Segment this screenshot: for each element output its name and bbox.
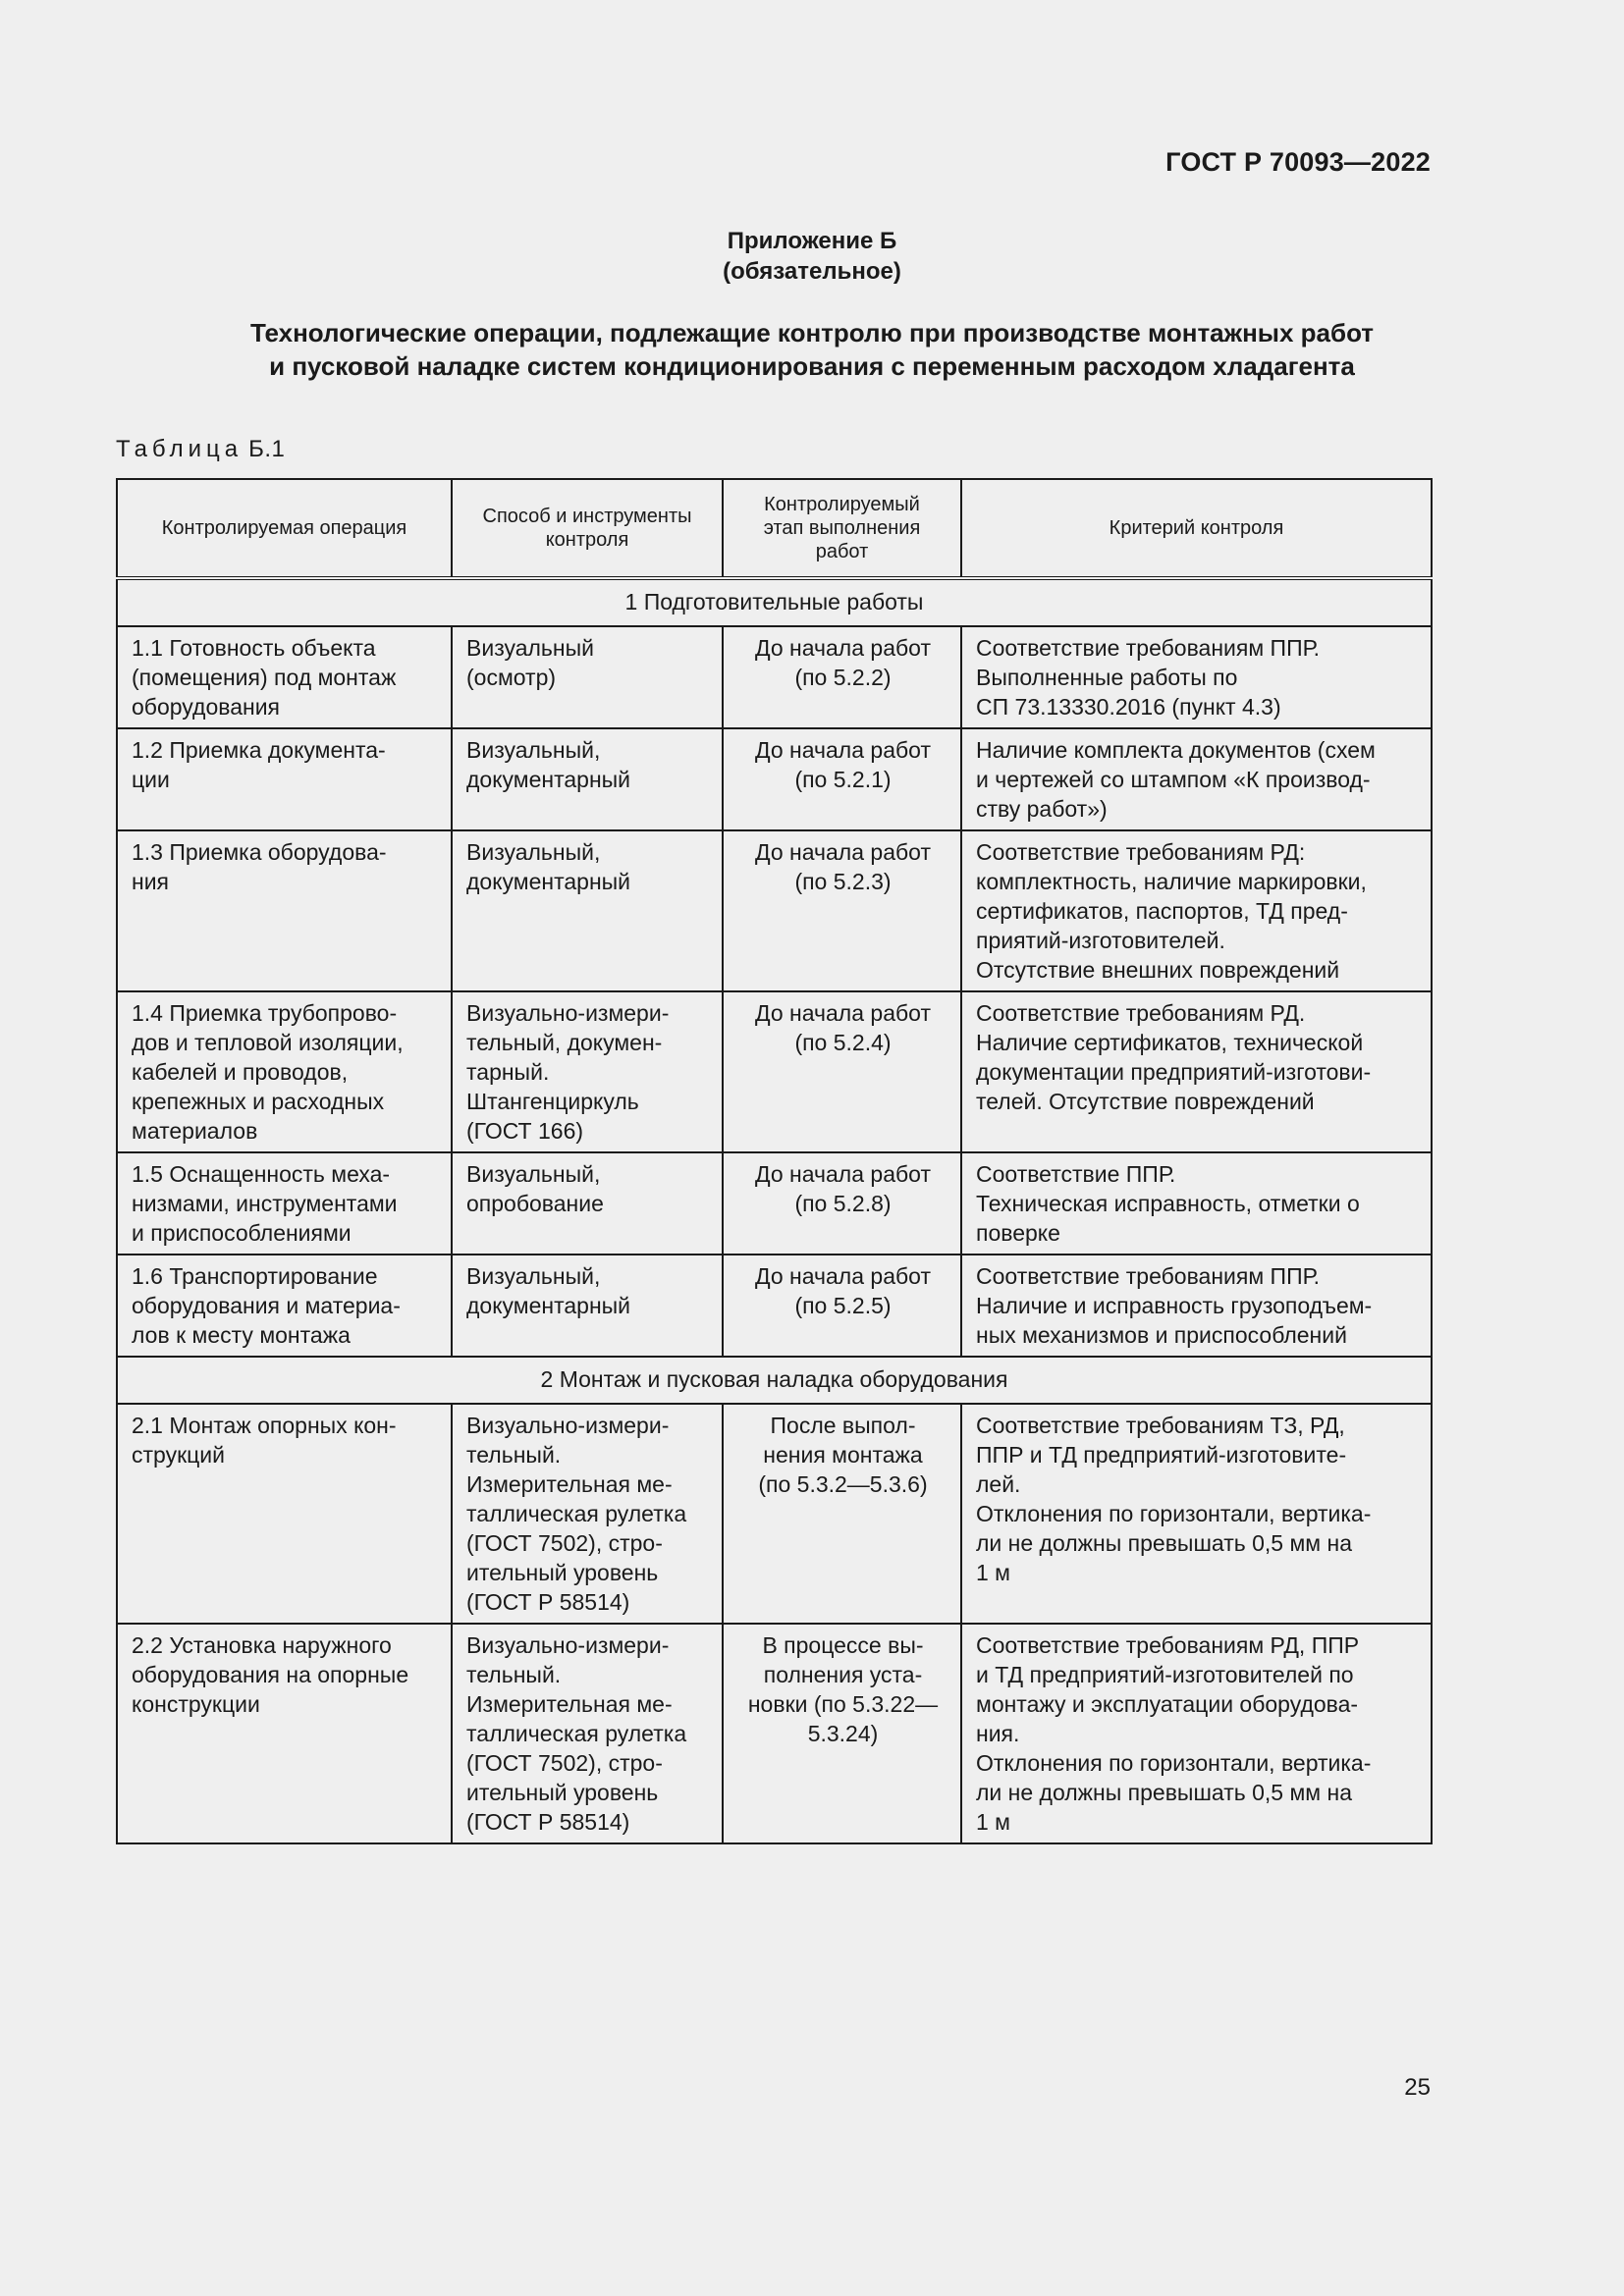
method-cell-line: документарный xyxy=(466,1293,631,1318)
operation-cell-line: ния xyxy=(132,869,170,894)
method-cell-line: тарный. xyxy=(466,1059,550,1085)
criterion-cell-line: Наличие сертификатов, технической xyxy=(976,1030,1364,1055)
stage-cell-line: (по 5.2.5) xyxy=(794,1293,892,1318)
method-cell-line: Измерительная ме- xyxy=(466,1471,673,1497)
criterion-cell xyxy=(961,1255,1432,1357)
method-cell-line: документарный xyxy=(466,869,631,894)
criterion-cell xyxy=(961,626,1432,728)
header-method-line: Способ и инструменты xyxy=(482,506,692,527)
operation-cell xyxy=(117,991,452,1152)
operation-cell-line: кабелей и проводов, xyxy=(132,1059,349,1085)
method-cell-line: тельный, докумен- xyxy=(466,1030,663,1055)
operation-cell-line: дов и тепловой изоляции, xyxy=(132,1030,404,1055)
criterion-cell-line: Соответствие требованиям РД, ППР xyxy=(976,1632,1360,1658)
method-cell-line: Визуальный xyxy=(466,635,594,661)
header-operation: Контролируемая операция xyxy=(117,479,452,578)
method-cell-line: ительный уровень xyxy=(466,1560,659,1585)
criterion-cell xyxy=(961,1624,1432,1843)
criterion-cell-line: ству работ») xyxy=(976,796,1108,822)
stage-cell xyxy=(723,1624,961,1843)
criterion-cell-line: Техническая исправность, отметки о xyxy=(976,1191,1360,1216)
method-cell-line: (ГОСТ Р 58514) xyxy=(466,1589,630,1615)
method-cell-line: Визуально-измери- xyxy=(466,1632,670,1658)
operation-cell-line: 1.4 Приемка трубопрово- xyxy=(132,1000,398,1026)
method-cell xyxy=(452,1152,723,1255)
criterion-cell xyxy=(961,1152,1432,1255)
criterion-cell-line: Отклонения по горизонтали, вертика- xyxy=(976,1750,1372,1776)
section-title: 2 Монтаж и пусковая наладка оборудования xyxy=(117,1357,1432,1404)
stage-cell-line: (по 5.2.8) xyxy=(794,1191,892,1216)
operation-cell xyxy=(117,830,452,991)
method-cell-line: ительный уровень xyxy=(466,1780,659,1805)
criterion-cell-line: Соответствие требованиям ППР. xyxy=(976,635,1320,661)
table-caption xyxy=(116,436,285,463)
method-cell xyxy=(452,626,723,728)
stage-cell-line: (по 5.2.1) xyxy=(794,767,892,792)
method-cell-line: Визуальный, xyxy=(466,839,601,865)
control-table xyxy=(116,478,1433,1844)
operation-cell-line: оборудования и материа- xyxy=(132,1293,401,1318)
stage-cell-line: До начала работ xyxy=(755,1000,931,1026)
operation-cell-line: (помещения) под монтаж xyxy=(132,665,397,690)
method-cell-line: таллическая рулетка xyxy=(466,1501,687,1526)
header-criterion: Критерий контроля xyxy=(961,479,1432,578)
criterion-cell-line: Наличие и исправность грузоподъем- xyxy=(976,1293,1373,1318)
operation-cell-line: материалов xyxy=(132,1118,258,1144)
method-cell-line: опробование xyxy=(466,1191,604,1216)
stage-cell-line: (по 5.2.2) xyxy=(794,665,892,690)
operation-cell xyxy=(117,1255,452,1357)
operation-cell xyxy=(117,1624,452,1843)
method-cell-line: таллическая рулетка xyxy=(466,1721,687,1746)
method-cell-line: тельный. xyxy=(466,1442,562,1468)
criterion-cell-line: сертификатов, паспортов, ТД пред- xyxy=(976,898,1348,924)
stage-cell-line: До начала работ xyxy=(755,839,931,865)
page-number: 25 xyxy=(1404,2074,1431,2101)
operation-cell-line: ции xyxy=(132,767,170,792)
criterion-cell-line: и ТД предприятий-изготовителей по xyxy=(976,1662,1354,1687)
stage-cell xyxy=(723,1255,961,1357)
table-header-row xyxy=(117,479,1432,578)
method-cell xyxy=(452,1255,723,1357)
criterion-cell-line: ли не должны превышать 0,5 мм на xyxy=(976,1780,1352,1805)
criterion-cell xyxy=(961,830,1432,991)
stage-cell-line: (по 5.2.3) xyxy=(794,869,892,894)
criterion-cell-line: приятий-изготовителей. xyxy=(976,928,1225,953)
method-cell-line: Измерительная ме- xyxy=(466,1691,673,1717)
stage-cell xyxy=(723,1152,961,1255)
criterion-cell-line: 1 м xyxy=(976,1560,1010,1585)
operation-cell-line: 1.3 Приемка оборудова- xyxy=(132,839,387,865)
criterion-cell-line: Соответствие требованиям ТЗ, РД, xyxy=(976,1413,1345,1438)
stage-cell-line: В процессе вы- xyxy=(762,1632,924,1658)
stage-cell xyxy=(723,626,961,728)
method-cell-line: (ГОСТ 7502), стро- xyxy=(466,1750,663,1776)
header-method-line: контроля xyxy=(545,529,629,551)
section-row xyxy=(117,1357,1432,1404)
stage-cell xyxy=(723,991,961,1152)
criterion-cell-line: ли не должны превышать 0,5 мм на xyxy=(976,1530,1352,1556)
criterion-cell-line: комплектность, наличие маркировки, xyxy=(976,869,1367,894)
operation-cell-line: лов к месту монтажа xyxy=(132,1322,351,1348)
table-row xyxy=(117,1624,1432,1843)
stage-cell xyxy=(723,728,961,830)
table-caption-label: Таблица xyxy=(116,436,244,462)
appendix-heading xyxy=(0,226,1624,287)
stage-cell-line: новки (по 5.3.22— xyxy=(747,1691,939,1717)
appendix-status: (обязательное) xyxy=(723,258,901,285)
criterion-cell-line: телей. Отсутствие повреждений xyxy=(976,1089,1315,1114)
criterion-cell-line: Соответствие требованиям РД: xyxy=(976,839,1306,865)
criterion-cell-line: СП 73.13330.2016 (пункт 4.3) xyxy=(976,694,1281,720)
criterion-cell-line: и чертежей со штампом «К производ- xyxy=(976,767,1371,792)
header-stage-line: этап выполнения xyxy=(763,517,921,539)
operation-cell-line: 1.5 Оснащенность меха- xyxy=(132,1161,391,1187)
stage-cell-line: (по 5.2.4) xyxy=(794,1030,892,1055)
method-cell xyxy=(452,991,723,1152)
header-stage-line: Контролируемый xyxy=(764,494,920,515)
section-title: 1 Подготовительные работы xyxy=(117,578,1432,626)
criterion-cell-line: монтажу и эксплуатации оборудова- xyxy=(976,1691,1359,1717)
method-cell xyxy=(452,830,723,991)
operation-cell-line: конструкции xyxy=(132,1691,260,1717)
method-cell xyxy=(452,728,723,830)
stage-cell-line: нения монтажа xyxy=(763,1442,923,1468)
operation-cell xyxy=(117,728,452,830)
header-method xyxy=(452,479,723,578)
method-cell-line: (ГОСТ Р 58514) xyxy=(466,1809,630,1835)
method-cell-line: Штангенциркуль xyxy=(466,1089,639,1114)
method-cell-line: Визуальный, xyxy=(466,1161,601,1187)
criterion-cell xyxy=(961,1404,1432,1624)
criterion-cell xyxy=(961,728,1432,830)
method-cell-line: документарный xyxy=(466,767,631,792)
stage-cell-line: До начала работ xyxy=(755,1263,931,1289)
stage-cell-line: 5.3.24) xyxy=(807,1721,879,1746)
table-row xyxy=(117,991,1432,1152)
operation-cell-line: оборудования xyxy=(132,694,280,720)
operation-cell-line: и приспособлениями xyxy=(132,1220,352,1246)
method-cell-line: Визуально-измери- xyxy=(466,1000,670,1026)
criterion-cell-line: Наличие комплекта документов (схем xyxy=(976,737,1376,763)
criterion-cell-line: документации предприятий-изготови- xyxy=(976,1059,1372,1085)
operation-cell-line: 1.2 Приемка документа- xyxy=(132,737,386,763)
document-code: ГОСТ Р 70093—2022 xyxy=(1165,147,1431,177)
table-row xyxy=(117,728,1432,830)
operation-cell-line: оборудования на опорные xyxy=(132,1662,409,1687)
table-row xyxy=(117,830,1432,991)
section-row xyxy=(117,578,1432,626)
page-title-line-1: Технологические операции, подлежащие контролю при производстве монтажных работ xyxy=(249,318,1375,347)
criterion-cell-line: Выполненные работы по xyxy=(976,665,1238,690)
header-stage xyxy=(723,479,961,578)
table-row xyxy=(117,1404,1432,1624)
criterion-cell-line: ния. xyxy=(976,1721,1020,1746)
stage-cell-line: (по 5.3.2—5.3.6) xyxy=(758,1471,928,1497)
operation-cell-line: 1.6 Транспортирование xyxy=(132,1263,378,1289)
method-cell-line: Визуально-измери- xyxy=(466,1413,670,1438)
method-cell-line: Визуальный, xyxy=(466,1263,601,1289)
criterion-cell-line: ППР и ТД предприятий-изготовите- xyxy=(976,1442,1347,1468)
criterion-cell-line: 1 м xyxy=(976,1809,1010,1835)
stage-cell-line: До начала работ xyxy=(755,1161,931,1187)
method-cell-line: тельный. xyxy=(466,1662,562,1687)
criterion-cell-line: Отклонения по горизонтали, вертика- xyxy=(976,1501,1372,1526)
method-cell-line: (осмотр) xyxy=(466,665,557,690)
criterion-cell-line: Отсутствие внешних повреждений xyxy=(976,957,1340,983)
operation-cell-line: струкций xyxy=(132,1442,225,1468)
table-caption-number: Б.1 xyxy=(248,436,286,462)
criterion-cell-line: Соответствие ППР. xyxy=(976,1161,1176,1187)
method-cell-line: Визуальный, xyxy=(466,737,601,763)
method-cell xyxy=(452,1404,723,1624)
stage-cell xyxy=(723,830,961,991)
criterion-cell-line: лей. xyxy=(976,1471,1021,1497)
stage-cell-line: До начала работ xyxy=(755,737,931,763)
operation-cell-line: 1.1 Готовность объекта xyxy=(132,635,376,661)
method-cell xyxy=(452,1624,723,1843)
criterion-cell-line: ных механизмов и приспособлений xyxy=(976,1322,1347,1348)
operation-cell-line: 2.2 Установка наружного xyxy=(132,1632,392,1658)
method-cell-line: (ГОСТ 7502), стро- xyxy=(466,1530,663,1556)
appendix-title: Приложение Б xyxy=(727,228,897,254)
page-title xyxy=(0,316,1624,383)
operation-cell xyxy=(117,626,452,728)
operation-cell-line: низмами, инструментами xyxy=(132,1191,398,1216)
method-cell-line: (ГОСТ 166) xyxy=(466,1118,584,1144)
page-title-line-2: и пусковой наладке систем кондиционирования с переменным расходом хладагента xyxy=(269,351,1355,381)
operation-cell xyxy=(117,1152,452,1255)
criterion-cell xyxy=(961,991,1432,1152)
header-stage-line: работ xyxy=(815,541,869,562)
stage-cell xyxy=(723,1404,961,1624)
table-row xyxy=(117,1255,1432,1357)
table-row xyxy=(117,1152,1432,1255)
stage-cell-line: полнения уста- xyxy=(763,1662,923,1687)
operation-cell xyxy=(117,1404,452,1624)
criterion-cell-line: Соответствие требованиям ППР. xyxy=(976,1263,1320,1289)
criterion-cell-line: поверке xyxy=(976,1220,1060,1246)
stage-cell-line: До начала работ xyxy=(755,635,931,661)
table-row xyxy=(117,626,1432,728)
criterion-cell-line: Соответствие требованиям РД. xyxy=(976,1000,1306,1026)
stage-cell-line: После выпол- xyxy=(770,1413,916,1438)
operation-cell-line: крепежных и расходных xyxy=(132,1089,385,1114)
operation-cell-line: 2.1 Монтаж опорных кон- xyxy=(132,1413,397,1438)
